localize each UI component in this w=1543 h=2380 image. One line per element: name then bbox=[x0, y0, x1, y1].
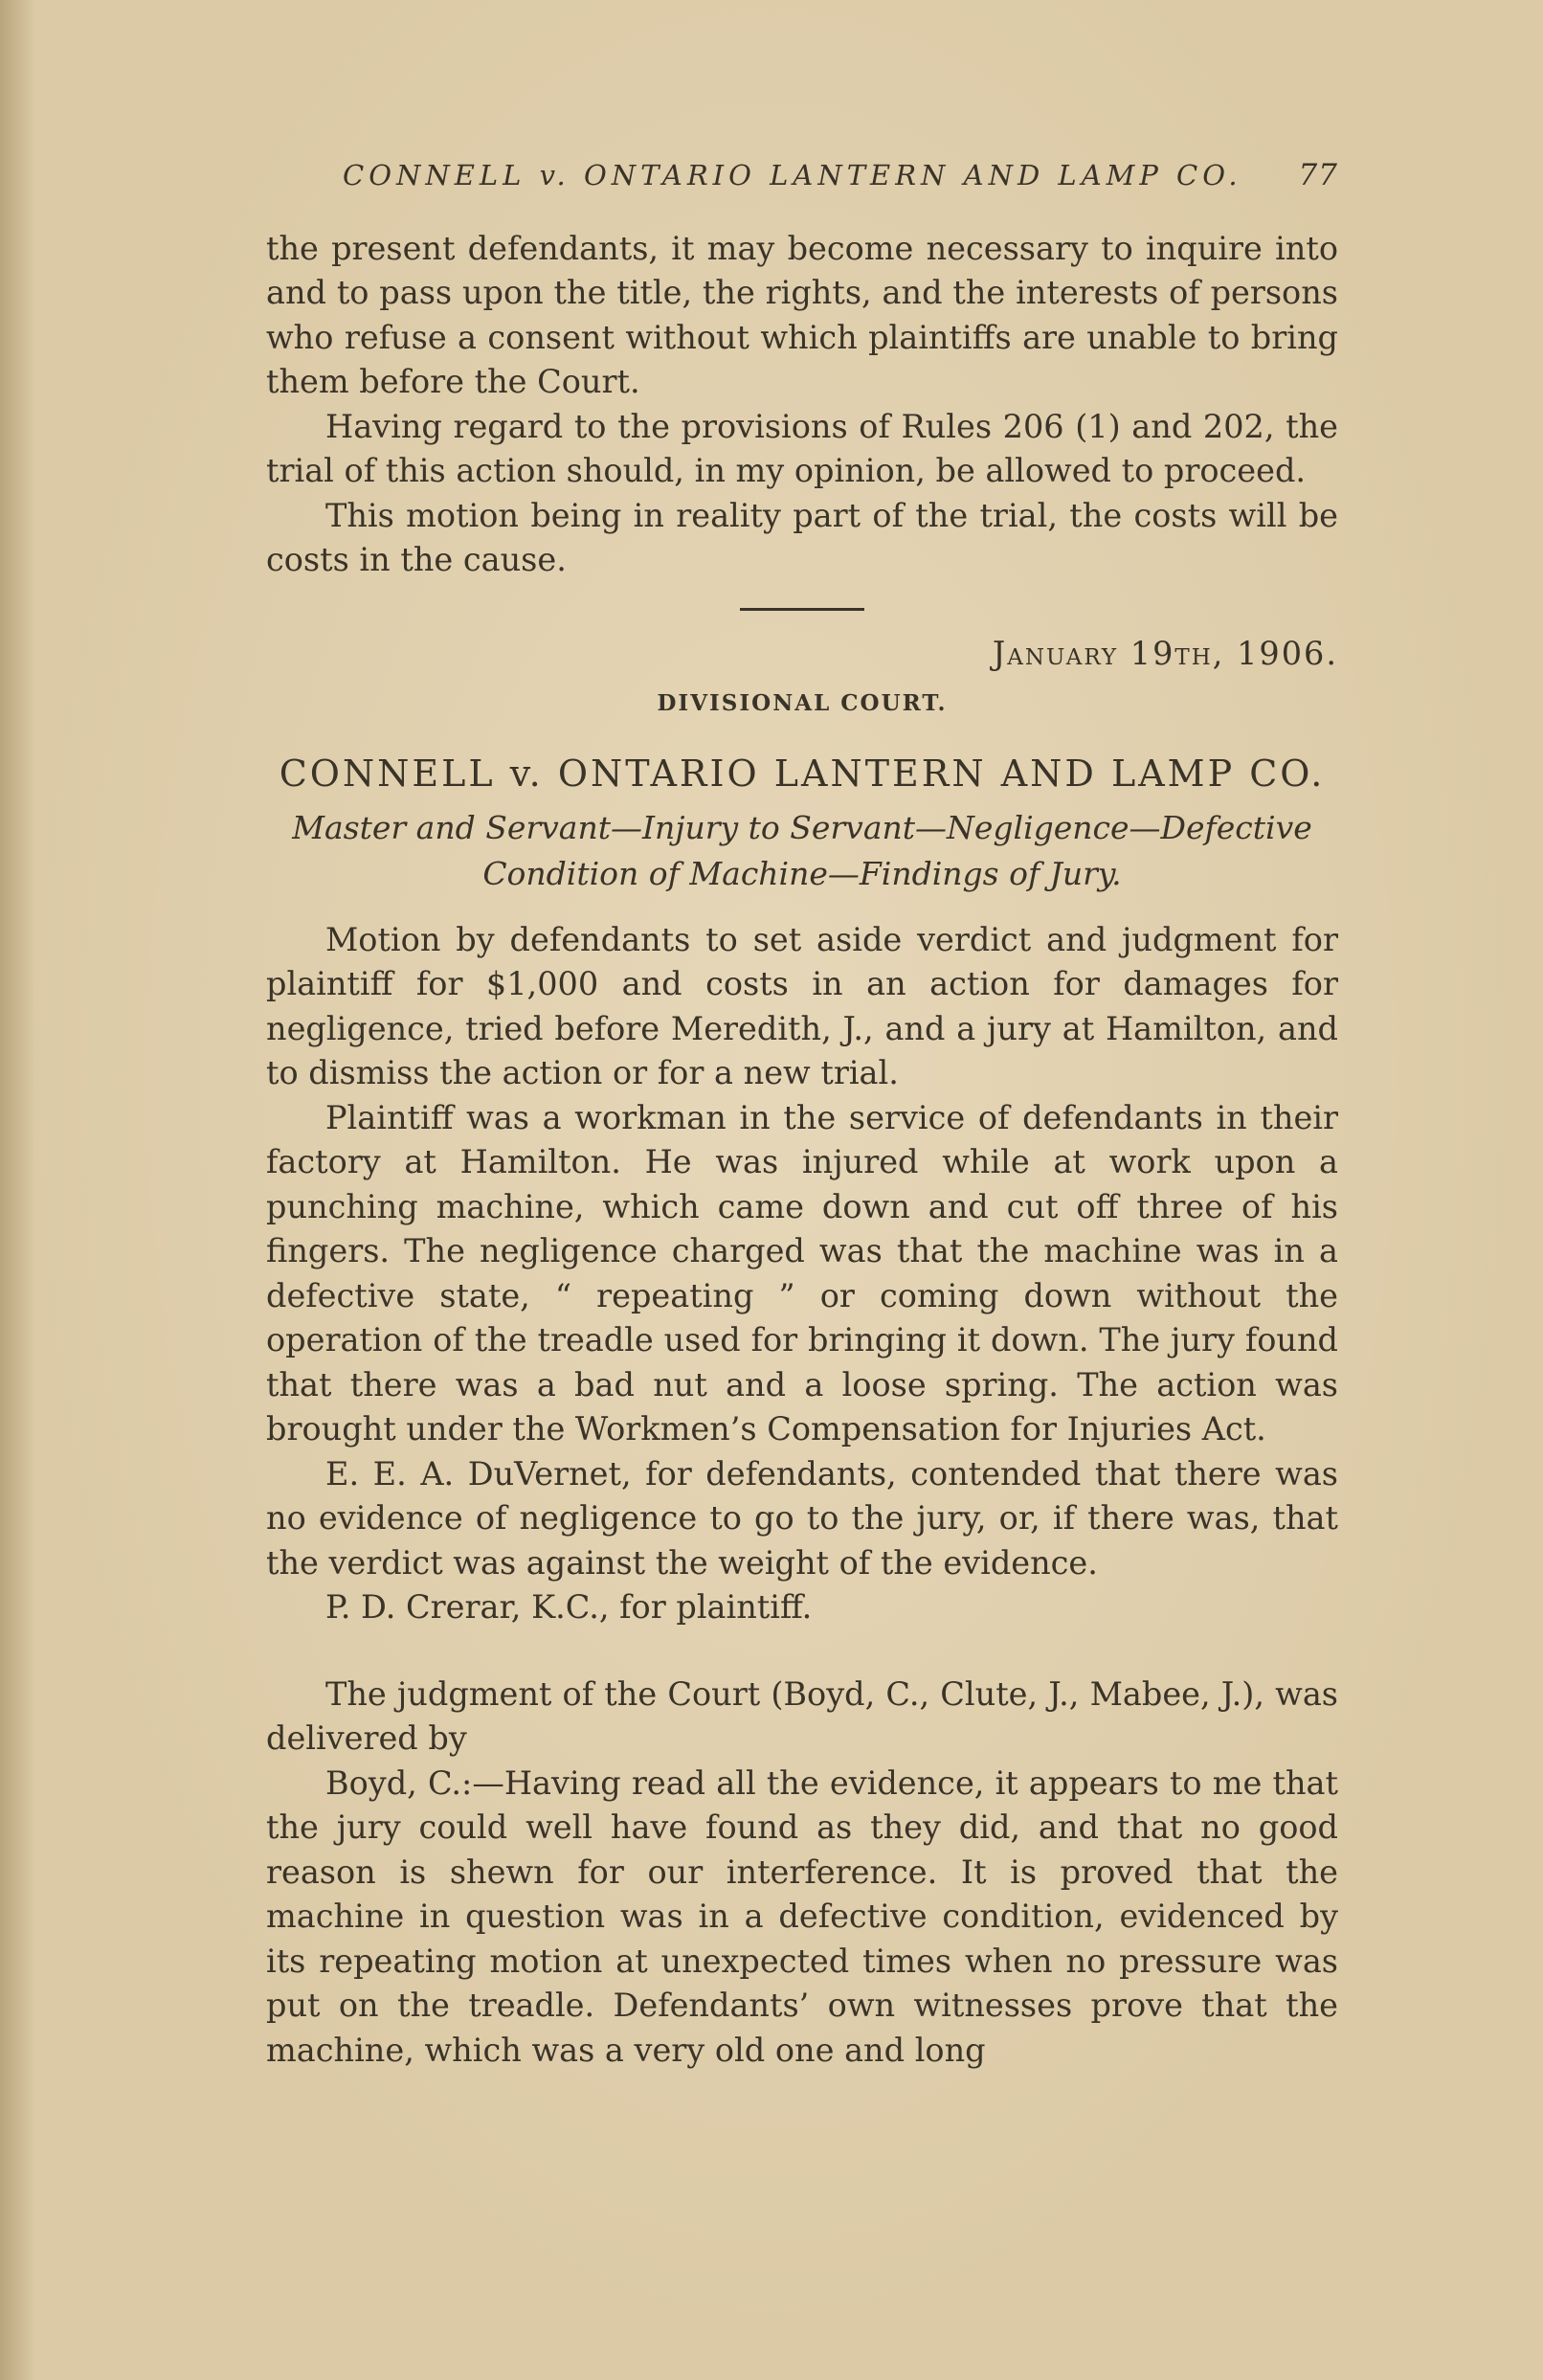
running-head-title: CONNELL v. ONTARIO LANTERN AND LAMP CO. bbox=[343, 159, 1242, 191]
case-title: CONNELL v. ONTARIO LANTERN AND LAMP CO. bbox=[279, 752, 1326, 795]
court-name: DIVISIONAL COURT. bbox=[657, 690, 948, 716]
section-divider bbox=[740, 608, 864, 611]
facts-paragraph: Plaintiff was a workman in the service of defendants in their factory at Hamilton. He was injured while at work upon a punching machine, which came down and cut off three of his fingers. The negligence charged was that the machine was in a defective state, “ repeating ” or coming down without the operation of the treadle used for bringing it down. The jury found that there was a bad nut and a loose spring. The action was brought under the Workmen’s Compensation for Injuries Act. bbox=[266, 1098, 1338, 1448]
continuation-paragraph: the present defendants, it may become necessary to inquire into and to pass upon the title, the rights, and the interests of persons who refuse a consent without which plaintiffs are unable to bring them before the Court. bbox=[266, 229, 1338, 400]
rules-paragraph: Having regard to the provisions of Rules 206 (1) and 202, the trial of this action should, in my opinion, be allowed to proceed. bbox=[266, 407, 1338, 489]
counsel-plaintiff: P. D. Crerar, K.C., for plaintiff. bbox=[325, 1588, 813, 1626]
spacer bbox=[266, 1630, 1338, 1673]
counsel-defendants: E. E. A. DuVernet, for defendants, contended that there was no evidence of negligence to go to the jury, or, if there was, that the verdict was against the weight of the evidence. bbox=[266, 1454, 1338, 1582]
judgment-intro: The judgment of the Court (Boyd, C., Clute, J., Mabee, J.), was delivered by bbox=[266, 1674, 1338, 1757]
headnote: Master and Servant—Injury to Servant—Negligence—Defective Condition of Machine—Findings of Jury. bbox=[292, 808, 1312, 892]
judgment-text: Boyd, C.:—Having read all the evidence, it appears to me that the jury could well have found as they did, and that no good reason is shewn for our interference. It is proved that the machine in question was in a defective condition, evidenced by its repeating motion at unexpected times when no pressure was put on the treadle. Defendants’ own witnesses prove that the machine, which was a very old one and long bbox=[266, 1763, 1338, 2069]
motion-paragraph: Motion by defendants to set aside verdict and judgment for plaintiff for $1,000 and costs in an action for damages for negligence, tried before Meredith, J., and a jury at Hamilton, and to dismiss the action or for a new trial. bbox=[266, 920, 1338, 1091]
costs-paragraph: This motion being in reality part of the trial, the costs will be costs in the cause. bbox=[266, 496, 1338, 578]
page-number: 77 bbox=[1298, 158, 1338, 192]
decision-date: January 19th, 1906. bbox=[992, 634, 1338, 672]
running-head bbox=[343, 153, 1338, 198]
page-text-block bbox=[266, 153, 1338, 2073]
page-gutter-shadow bbox=[0, 0, 36, 2380]
